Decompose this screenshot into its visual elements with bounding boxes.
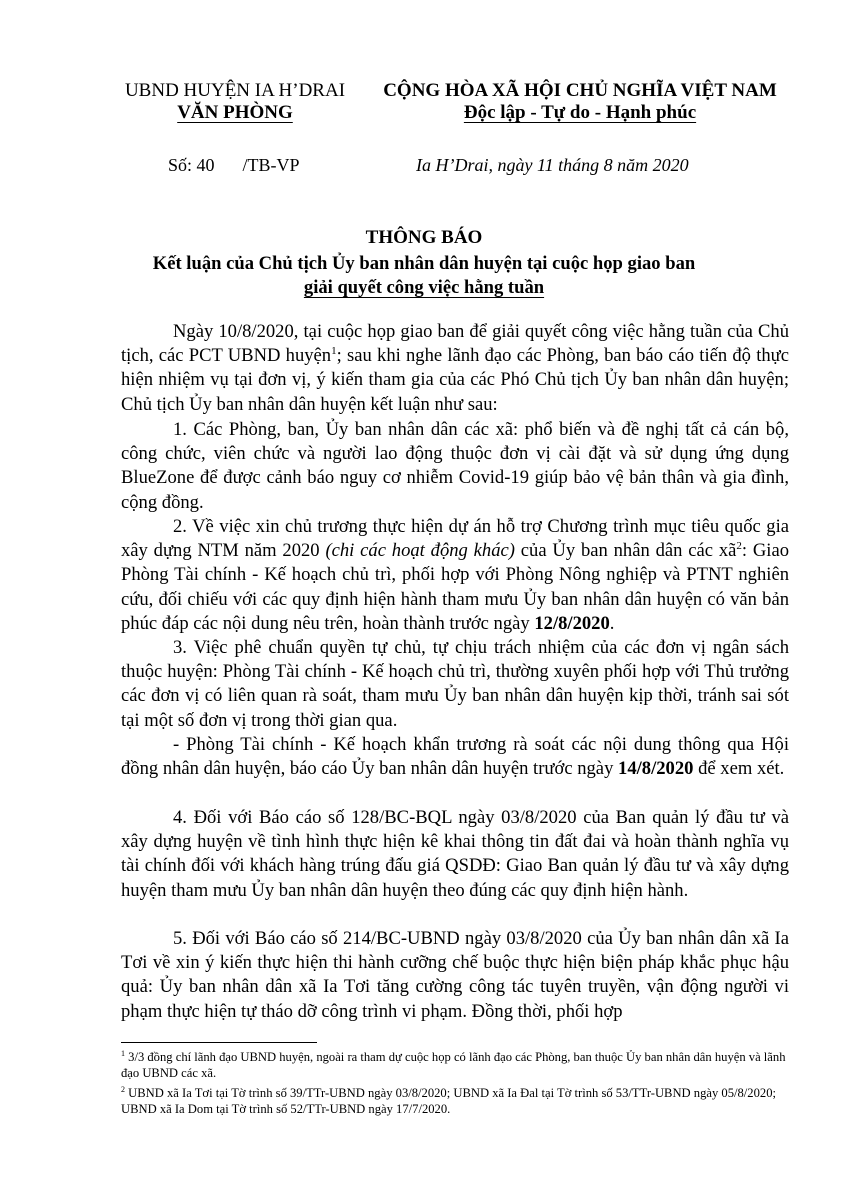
doc-subtitle: Kết luận của Chủ tịch Ủy ban nhân dân huyện tại cuộc họp giao ban giải quyết công việc hằng tuần (152, 253, 696, 298)
item-3-paragraph: 3. Việc phê chuẩn quyền tự chủ, tự chịu trách nhiệm của các đơn vị ngân sách thuộc huyện: Phòng Tài chính - Kế hoạch chủ trì, thường xuyên phối hợp với Thủ trưởng các đơn vị có liên quan rà soát, tham mưu Ủy ban nhân dân huyện kịp thời, tránh sai sót tại một số đơn vị trong thời gian qua. (121, 637, 789, 731)
national-motto (360, 80, 800, 124)
issuing-agency (100, 80, 370, 124)
footnote-ref-1: 1 (331, 345, 337, 358)
footnote-2: $^2$ UBND xã Ia Tơi tại Tờ trình số 39/TTr-UBND ngày 03/8/2020; UBND xã Ia Đal tại Tờ trình số 53/TTr-UBND ngày 05/8/2020; UBND xã Ia Dom tại Tờ trình số 52/TTr-UBND ngày 17/7/2020. (121, 1084, 776, 1116)
deadline-date-1: 12/8/2020 (534, 612, 610, 634)
item-5-paragraph: 5. Đối với Báo cáo số 214/BC-UBND ngày 03/8/2020 của Ủy ban nhân dân xã Ia Tơi về xin ý kiến thực hiện thi hành cưỡng chế buộc thực hiện biện pháp khắc phục hậu quả: Ủy ban nhân dân xã Ia Tơi tăng cường công tác tuyên truyền, vận động người vi phạm thực hiện tự tháo dỡ công trình vi phạm. Đồng thời, phối hợp (121, 928, 789, 1022)
doc-number-value: 40 (196, 155, 215, 175)
footnote-1: $^1$ 3/3 đồng chí lãnh đạo UBND huyện, ngoài ra tham dự cuộc họp có lãnh đạo các Phòng, ban thuộc Ủy ban nhân dân huyện và lãnh đạo UBND các xã. (121, 1048, 786, 1080)
agency-parent: UBND HUYỆN IA H’DRAI (124, 80, 346, 101)
document-number: Số: 40 /TB-VP (168, 155, 300, 175)
footnote-separator (121, 1042, 317, 1043)
footnote-ref-2: 2 (736, 540, 742, 553)
item-4-paragraph: 4. Đối với Báo cáo số 128/BC-BQL ngày 03/8/2020 của Ban quản lý đầu tư và xây dựng huyện về tình hình thực hiện kê khai thông tin đất đai và hoàn thành nghĩa vụ tài chính đối với khách hàng trúng đấu giá QSDĐ: Giao Ban quản lý đầu tư và xây dựng huyện tham mưu Ủy ban nhân dân huyện theo đúng các quy định hiện hành. (121, 807, 789, 901)
country-name: CỘNG HÒA XÃ HỘI CHỦ NGHĨA VIỆT NAM (383, 80, 777, 101)
agency-name: VĂN PHÒNG (177, 102, 293, 123)
doc-title: THÔNG BÁO (365, 227, 483, 248)
item-1-paragraph: 1. Các Phòng, ban, Ủy ban nhân dân các xã: phổ biến và đề nghị tất cả cán bộ, công chức, viên chức và người lao động thuộc đơn vị cài đặt và sử dụng ứng dụng BlueZone để được cảnh báo nguy cơ nhiễm Covid-19 giúp bảo vệ bản thân và gia đình, cộng đồng. (121, 419, 789, 513)
item-3-sub-paragraph: - Phòng Tài chính - Kế hoạch khẩn trương rà soát các nội dung thông qua Hội đồng nhân dân huyện, báo cáo Ủy ban nhân dân huyện trước ngày 14/8/2020 để xem xét. (121, 734, 789, 780)
item-2-paragraph: 2. Về việc xin chủ trương thực hiện dự án hỗ trợ Chương trình mục tiêu quốc gia xây dựng NTM năm 2020 (chi các hoạt động khác) của Ủy ban nhân dân các $xã^2$: Giao Phòng Tài chính - Kế hoạch chủ trì, phối hợp với Phòng Nông nghiệp và PTNT nghiên cứu, đối chiếu với các quy định hiện hành tham mưu Ủy ban nhân dân huyện có văn bản phúc đáp các nội dung nêu trên, hoàn thành trước ngày 12/8/2020. (121, 516, 790, 634)
intro-paragraph: Ngày 10/8/2020, tại cuộc họp giao ban để giải quyết công việc hằng tuần của Chủ tịch, các PCT UBND huyện$^1$; sau khi nghe lãnh đạo các Phòng, ban báo cáo tiến độ thực hiện nhiệm vụ tại đơn vị, ý kiến tham gia của các Phó Chủ tịch Ủy ban nhân dân huyện; Chủ tịch Ủy ban nhân dân huyện kết luận như sau: (121, 321, 790, 415)
date-line: Ia H’Drai, ngày 11 tháng 8 năm 2020 (416, 155, 689, 175)
deadline-date-2: 14/8/2020 (618, 758, 694, 780)
motto: Độc lập - Tự do - Hạnh phúc (463, 102, 697, 123)
